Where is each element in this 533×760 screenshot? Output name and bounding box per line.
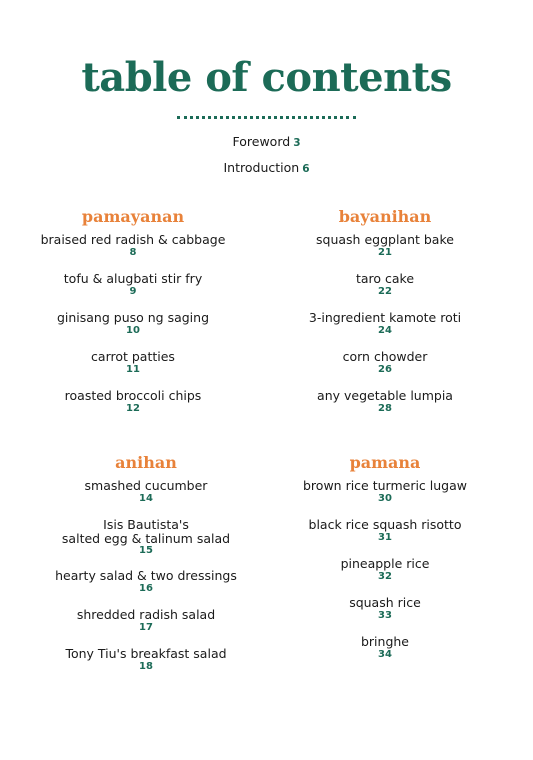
entry-page: 14 (139, 492, 153, 504)
toc-entry[interactable] (13, 647, 279, 686)
section-title: pamana (349, 453, 421, 472)
section-anihan (13, 453, 279, 686)
entry-page: 9 (129, 285, 137, 297)
toc-entry[interactable] (252, 635, 518, 674)
entry-name: pineapple rice (340, 556, 430, 571)
entry-name: 3-ingredient kamote roti (308, 310, 462, 325)
front-matter-item-introduction[interactable] (0, 160, 533, 177)
entry-name: bringhe (360, 634, 410, 649)
entry-name: shredded radish salad (76, 607, 216, 622)
entry-page: 33 (378, 609, 392, 621)
entry-page: 32 (378, 570, 392, 582)
entry-name: tofu & alugbati stir fry (63, 271, 203, 286)
toc-entry[interactable] (13, 569, 279, 608)
entry-page: 17 (139, 621, 153, 633)
toc-entry[interactable] (252, 479, 518, 518)
entry-page: 18 (139, 660, 153, 672)
toc-entry[interactable] (0, 350, 266, 389)
toc-entry[interactable] (0, 272, 266, 311)
entry-page: 22 (378, 285, 392, 297)
entry-page: 31 (378, 531, 392, 543)
section-bayanihan (252, 207, 518, 428)
entry-name: ginisang puso ng saging (56, 310, 210, 325)
toc-entry[interactable] (252, 311, 518, 350)
entry-name: any vegetable lumpia (317, 388, 453, 403)
toc-entry[interactable] (252, 557, 518, 596)
entry-page: 16 (139, 582, 153, 594)
entry-page: 21 (378, 246, 392, 258)
entry-name: braised red radish & cabbage (40, 232, 226, 247)
front-matter-label: Foreword (232, 134, 291, 149)
entry-page: 34 (378, 648, 392, 660)
toc-entry[interactable] (252, 518, 518, 557)
toc-entry[interactable] (252, 233, 518, 272)
entry-page: 8 (129, 246, 137, 258)
entry-name: squash eggplant bake (316, 232, 454, 247)
front-matter-item-foreword[interactable] (0, 134, 533, 151)
toc-entry[interactable] (252, 272, 518, 311)
entry-page: 24 (378, 324, 392, 336)
front-matter-label: Introduction (223, 160, 300, 175)
entry-name: roasted broccoli chips (64, 388, 202, 403)
entry-name: Isis Bautista's salted egg & talinum salad (61, 517, 231, 546)
entry-name: squash rice (349, 595, 421, 610)
toc-entry[interactable] (0, 233, 266, 272)
entry-page: 11 (126, 363, 140, 375)
toc-entry[interactable] (13, 518, 279, 569)
entry-name: hearty salad & two dressings (55, 568, 237, 583)
entry-page: 15 (139, 545, 153, 556)
dotted-divider (177, 116, 356, 119)
toc-entry[interactable] (252, 350, 518, 389)
toc-entry[interactable] (13, 608, 279, 647)
toc-entry[interactable] (0, 389, 266, 428)
section-title: pamayanan (81, 207, 185, 226)
entry-page: 10 (126, 324, 140, 336)
entry-page: 12 (126, 402, 140, 414)
toc-entry[interactable] (252, 389, 518, 428)
section-title: bayanihan (338, 207, 432, 226)
front-matter-page: 3 (293, 137, 301, 149)
entry-name: corn chowder (342, 349, 428, 364)
entry-page: 28 (378, 402, 392, 414)
toc-entry[interactable] (0, 311, 266, 350)
section-pamayanan (0, 207, 266, 428)
entry-name: Tony Tiu's breakfast salad (65, 646, 227, 661)
entry-name: taro cake (355, 271, 415, 286)
entry-name: carrot patties (91, 349, 175, 364)
toc-entry[interactable] (13, 479, 279, 518)
entry-page: 30 (378, 492, 392, 504)
page-title: table of contents (81, 54, 452, 101)
entry-page: 26 (378, 363, 392, 375)
section-title: anihan (115, 453, 177, 472)
section-pamana (252, 453, 518, 674)
entry-name: smashed cucumber (84, 478, 208, 493)
entry-name: black rice squash risotto (308, 517, 462, 532)
front-matter-page: 6 (302, 163, 310, 175)
toc-entry[interactable] (252, 596, 518, 635)
entry-name: brown rice turmeric lugaw (303, 478, 467, 493)
